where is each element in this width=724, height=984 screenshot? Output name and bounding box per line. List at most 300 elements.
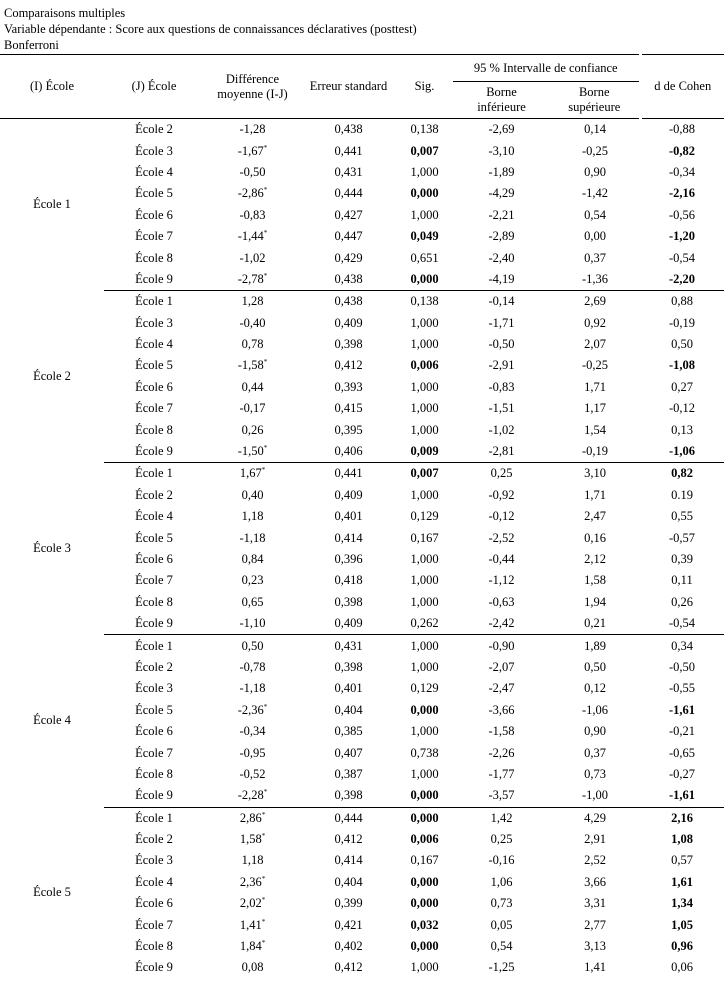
table-row (0, 850, 724, 871)
significance-star: * (263, 143, 268, 152)
std-error-cell: 0,438 (334, 122, 363, 137)
upper-bound-cell: 3,66 (584, 874, 606, 889)
cohen-d-cell: -0,27 (668, 766, 696, 781)
cohen-d-cell: -0,34 (668, 164, 696, 179)
header-j-school: (J) École (104, 55, 204, 119)
cohen-d-cell: 0,96 (671, 939, 693, 954)
cohen-d-cell: -0,88 (668, 122, 696, 137)
upper-bound-cell: 1,41 (584, 960, 606, 975)
upper-bound-cell: 0,12 (584, 681, 606, 696)
j-school-cell: École 3 (135, 315, 173, 330)
significance-star: * (261, 939, 266, 948)
header-i-school: (I) École (0, 55, 104, 119)
table-row (0, 678, 724, 699)
header-cohen-d: d de Cohen (640, 55, 724, 119)
table-row (0, 119, 724, 141)
significance-star: * (263, 702, 268, 711)
mean-difference-cell (204, 549, 301, 570)
std-error-cell: 0,398 (334, 337, 363, 352)
std-error-cell: 0,402 (334, 939, 363, 954)
mean-difference-value: 1,28 (241, 294, 264, 309)
table-row (0, 313, 724, 334)
sig-cell: 0,000 (410, 874, 439, 889)
lower-bound-cell: -0,44 (488, 552, 515, 566)
mean-difference-cell (204, 485, 301, 506)
mean-difference-cell (204, 291, 301, 313)
cohen-d-cell: -0,56 (668, 207, 696, 222)
comparison-group (0, 807, 724, 979)
j-school-cell: École 9 (104, 441, 204, 463)
sig-cell: 0,167 (410, 853, 439, 868)
mean-difference-value: -2,28 (237, 788, 264, 803)
j-school-cell: École 2 (135, 122, 173, 137)
sig-cell: 0,049 (410, 229, 439, 244)
sig-cell: 1,000 (410, 638, 439, 653)
table-row (0, 377, 724, 398)
cohen-d-cell: -0,57 (668, 530, 696, 545)
header-upper-bound (550, 82, 640, 119)
i-school-cell: École 3 (33, 541, 71, 556)
j-school-cell: École 9 (104, 785, 204, 807)
mean-difference-value: -1,67 (237, 143, 264, 158)
lower-bound-cell: -4,29 (488, 186, 515, 201)
sig-cell: 0,006 (410, 358, 439, 373)
sig-cell: 0,738 (410, 745, 439, 760)
upper-bound-cell: -1,06 (581, 702, 609, 717)
upper-bound-cell: 2,69 (584, 294, 606, 309)
std-error-cell: 0,401 (334, 681, 363, 696)
upper-bound-cell: -0,19 (550, 441, 640, 463)
mean-difference-value: -1,10 (239, 616, 266, 631)
mean-difference-cell (204, 613, 301, 635)
lower-bound-cell: 0,25 (490, 832, 513, 847)
lower-bound-cell: -0,63 (488, 594, 515, 609)
std-error-cell: 0,398 (301, 785, 396, 807)
mean-difference-value: -1,44 (237, 229, 264, 244)
table-row (0, 205, 724, 226)
j-school-cell: École 8 (135, 766, 173, 781)
mean-difference-value: -0,52 (239, 766, 266, 781)
j-school-cell: École 4 (135, 337, 173, 352)
table-row (0, 657, 724, 678)
significance-star: * (261, 917, 266, 926)
upper-bound-cell: -1,36 (550, 269, 640, 291)
std-error-cell: 0,421 (334, 917, 363, 932)
upper-bound-cell: 1,89 (584, 638, 606, 653)
lower-bound-cell: -2,47 (488, 681, 515, 696)
significance-star: * (263, 186, 268, 195)
std-error-cell: 0,398 (334, 659, 363, 674)
j-school-cell: École 8 (135, 422, 173, 437)
mean-difference-cell (204, 119, 301, 141)
mean-difference-value: -1,02 (239, 250, 266, 265)
cohen-d-cell: -1,06 (640, 441, 724, 463)
cohen-d-cell: 0,27 (671, 379, 693, 394)
mean-difference-value: -0,78 (239, 659, 266, 674)
sig-cell: 1,000 (410, 552, 439, 566)
cohen-d-cell: -0,54 (640, 613, 724, 635)
j-school-cell: École 5 (135, 186, 173, 201)
mean-difference-cell (204, 419, 301, 440)
sig-cell: 1,000 (410, 960, 439, 975)
table-row (0, 893, 724, 914)
table-row (0, 419, 724, 440)
header-upper-bound-line1: Borne (578, 85, 610, 99)
table-row (0, 613, 724, 635)
table-row (0, 570, 724, 591)
lower-bound-cell: -2,69 (488, 122, 515, 137)
cohen-d-cell: 1,05 (671, 917, 693, 932)
std-error-cell: 0,412 (334, 960, 363, 975)
j-school-cell: École 3 (135, 681, 173, 696)
table-row (0, 247, 724, 268)
mean-difference-value: 2,36 (239, 874, 262, 889)
j-school-cell: École 7 (135, 745, 173, 760)
std-error-cell: 0,438 (301, 269, 396, 291)
lower-bound-cell: -2,07 (488, 659, 515, 674)
cohen-d-cell: -2,20 (640, 269, 724, 291)
sig-cell: 0,000 (396, 785, 453, 807)
upper-bound-cell: 0,54 (584, 207, 606, 222)
cohen-d-cell: -0,12 (668, 401, 696, 416)
lower-bound-cell: -0,12 (488, 509, 515, 524)
mean-difference-value: -0,50 (239, 164, 266, 179)
header-confidence-interval: 95 % Intervalle de confiance (453, 55, 640, 82)
sig-cell: 0,032 (410, 917, 439, 932)
lower-bound-cell: -2,42 (453, 613, 550, 635)
significance-star: * (261, 832, 266, 841)
mean-difference-value: -0,83 (239, 207, 266, 222)
std-error-cell: 0,406 (301, 441, 396, 463)
sig-cell: 0,129 (410, 509, 439, 524)
mean-difference-cell (204, 377, 301, 398)
significance-star: * (263, 271, 268, 280)
upper-bound-cell: 0,73 (584, 766, 606, 781)
mean-difference-value: 2,86 (239, 810, 262, 825)
std-error-cell: 0,444 (334, 186, 363, 201)
lower-bound-cell: -1,77 (488, 766, 515, 781)
table-row (0, 226, 724, 247)
mean-difference-value: 2,02 (239, 896, 262, 911)
comparison-group (0, 119, 724, 291)
std-error-cell: 0,412 (334, 832, 363, 847)
table-row (0, 506, 724, 527)
cohen-d-cell: 0,11 (671, 573, 693, 588)
table-row (0, 700, 724, 721)
mean-difference-cell (204, 183, 301, 204)
upper-bound-cell: 2,52 (584, 853, 606, 868)
cohen-d-cell: -1,61 (640, 785, 724, 807)
cohen-d-cell: 0,26 (671, 594, 693, 609)
upper-bound-cell: 2,07 (584, 337, 606, 352)
cohen-d-cell: 1,61 (671, 874, 693, 889)
cohen-d-cell: -1,61 (668, 702, 696, 717)
std-error-cell: 0,431 (334, 164, 363, 179)
sig-cell: 0,167 (410, 530, 439, 545)
mean-difference-cell (204, 355, 301, 376)
lower-bound-cell: 0,05 (490, 917, 513, 932)
table-row (0, 957, 724, 978)
table-row (0, 355, 724, 376)
mean-difference-value: -0,34 (239, 724, 266, 739)
std-error-cell: 0,431 (334, 638, 363, 653)
cohen-d-cell: 0,34 (671, 638, 693, 653)
std-error-cell: 0,438 (334, 294, 363, 309)
std-error-cell: 0,427 (334, 207, 363, 222)
comparison-group (0, 463, 724, 635)
mean-difference-cell (204, 398, 301, 419)
mean-difference-cell (204, 226, 301, 247)
upper-bound-cell: 0,00 (584, 229, 606, 244)
j-school-cell: École 7 (135, 917, 173, 932)
lower-bound-cell: -1,71 (488, 315, 515, 330)
cohen-d-cell: 0,39 (671, 552, 693, 566)
mean-difference-cell (204, 140, 301, 161)
significance-star: * (263, 229, 268, 238)
j-school-cell: École 1 (135, 294, 173, 309)
lower-bound-cell: -0,90 (488, 638, 515, 653)
sig-cell: 1,000 (410, 487, 439, 502)
mean-difference-cell (204, 205, 301, 226)
std-error-cell: 0,404 (334, 874, 363, 889)
mean-difference-value: -1,18 (239, 681, 266, 696)
mean-difference-cell (204, 807, 301, 829)
j-school-cell: École 1 (135, 466, 173, 481)
sig-cell: 1,000 (410, 573, 439, 588)
mean-difference-cell (204, 700, 301, 721)
mean-difference-value: 0,78 (241, 337, 264, 352)
header-mean-difference-line2: moyenne (I-J) (217, 86, 288, 101)
upper-bound-cell: 1,58 (584, 573, 606, 588)
table-title: Comparaisons multiples (4, 6, 126, 20)
cohen-d-cell: 1,08 (671, 832, 693, 847)
j-school-cell: École 3 (135, 143, 173, 158)
mean-difference-cell (204, 635, 301, 657)
std-error-cell: 0,407 (334, 745, 363, 760)
mean-difference-cell (204, 162, 301, 183)
j-school-cell: École 4 (135, 874, 173, 889)
mean-difference-cell (204, 441, 301, 463)
mean-difference-value: -2,86 (237, 186, 264, 201)
sig-cell: 1,000 (410, 766, 439, 781)
table-caption (0, 0, 724, 53)
mean-difference-value: 0,65 (241, 594, 264, 609)
upper-bound-cell: 1,71 (584, 487, 606, 502)
i-school-cell: École 1 (33, 197, 71, 212)
sig-cell: 0,000 (410, 186, 439, 201)
sig-cell: 1,000 (410, 164, 439, 179)
table-row (0, 936, 724, 957)
cohen-d-cell: -0,19 (668, 315, 696, 330)
header-lower-bound-line2: inférieure (477, 100, 526, 114)
j-school-cell: École 1 (135, 810, 173, 825)
std-error-cell: 0,395 (334, 422, 363, 437)
upper-bound-cell: -0,25 (581, 358, 609, 373)
j-school-cell: École 4 (135, 509, 173, 524)
table-row (0, 742, 724, 763)
table-row (0, 463, 724, 485)
upper-bound-cell: 0,37 (584, 745, 606, 760)
sig-cell: 1,000 (410, 337, 439, 352)
mean-difference-cell (204, 829, 301, 850)
mean-difference-cell (204, 463, 301, 485)
cohen-d-cell: -0,55 (668, 681, 696, 696)
table-row (0, 807, 724, 829)
lower-bound-cell: 0,25 (490, 466, 513, 481)
table-row (0, 592, 724, 613)
mean-difference-cell (204, 785, 301, 807)
sig-cell: 0,262 (396, 613, 453, 635)
significance-star: * (261, 896, 266, 905)
j-school-cell: École 6 (135, 379, 173, 394)
table-row (0, 291, 724, 313)
mean-difference-cell (204, 506, 301, 527)
std-error-cell: 0,418 (334, 573, 363, 588)
j-school-cell: École 8 (135, 939, 173, 954)
sig-cell: 1,000 (410, 724, 439, 739)
upper-bound-cell: 1,17 (584, 401, 606, 416)
mean-difference-value: 1,67 (239, 466, 262, 481)
j-school-cell: École 6 (135, 552, 173, 566)
cohen-d-cell: 0,06 (671, 960, 693, 975)
significance-star: * (263, 788, 268, 797)
lower-bound-cell: -1,12 (488, 573, 515, 588)
lower-bound-cell: 1,06 (490, 874, 513, 889)
lower-bound-cell: -3,66 (488, 702, 515, 717)
j-school-cell: École 6 (135, 724, 173, 739)
sig-cell: 0,129 (410, 681, 439, 696)
cohen-d-cell: 0,50 (671, 337, 693, 352)
upper-bound-cell: 3,31 (584, 896, 606, 911)
mean-difference-value: -2,78 (237, 271, 264, 286)
cohen-d-cell: -2,16 (668, 186, 696, 201)
j-school-cell: École 7 (135, 229, 173, 244)
lower-bound-cell: 0,54 (490, 939, 513, 954)
std-error-cell: 0,409 (301, 613, 396, 635)
sig-cell: 1,000 (410, 379, 439, 394)
table-row (0, 485, 724, 506)
mean-difference-value: -1,58 (237, 358, 264, 373)
mean-difference-cell (204, 764, 301, 785)
table-row (0, 764, 724, 785)
j-school-cell: École 5 (135, 530, 173, 545)
sig-cell: 1,000 (410, 207, 439, 222)
lower-bound-cell: -0,83 (488, 379, 515, 394)
cohen-d-cell: -0,54 (668, 250, 696, 265)
lower-bound-cell: 0,73 (490, 896, 513, 911)
sig-cell: 1,000 (410, 659, 439, 674)
j-school-cell: École 7 (135, 573, 173, 588)
j-school-cell: École 7 (135, 401, 173, 416)
table-row (0, 269, 724, 291)
cohen-d-cell: -0,21 (668, 724, 696, 739)
std-error-cell: 0,429 (334, 250, 363, 265)
std-error-cell: 0,414 (334, 530, 363, 545)
table-row (0, 914, 724, 935)
sig-cell: 1,000 (410, 401, 439, 416)
mean-difference-cell (204, 914, 301, 935)
sig-cell: 1,000 (410, 594, 439, 609)
std-error-cell: 0,409 (334, 315, 363, 330)
lower-bound-cell: -0,92 (488, 487, 515, 502)
cohen-d-cell: -0,82 (668, 143, 696, 158)
lower-bound-cell: -2,21 (488, 207, 515, 222)
multiple-comparisons-table (0, 54, 724, 979)
header-lower-bound (453, 82, 550, 119)
j-school-cell: École 2 (135, 659, 173, 674)
j-school-cell: École 3 (135, 853, 173, 868)
cohen-d-cell: 2,16 (671, 810, 693, 825)
lower-bound-cell: -4,19 (453, 269, 550, 291)
j-school-cell: École 5 (135, 358, 173, 373)
mean-difference-value: -0,40 (239, 315, 266, 330)
j-school-cell: École 9 (104, 269, 204, 291)
table-row (0, 140, 724, 161)
cohen-d-cell: 0,13 (671, 422, 693, 437)
upper-bound-cell: 0,90 (584, 724, 606, 739)
sig-cell: 0,006 (410, 832, 439, 847)
sig-cell: 0,138 (410, 294, 439, 309)
std-error-cell: 0,414 (334, 853, 363, 868)
cohen-d-cell: 0,55 (671, 509, 693, 524)
mean-difference-cell (204, 269, 301, 291)
table-row (0, 527, 724, 548)
mean-difference-value: 0,23 (241, 573, 264, 588)
std-error-cell: 0,447 (334, 229, 363, 244)
mean-difference-value: -1,18 (239, 530, 266, 545)
i-school-cell: École 4 (33, 713, 71, 728)
cohen-d-cell: 0,88 (671, 294, 693, 309)
mean-difference-value: 0,40 (241, 487, 264, 502)
lower-bound-cell: -0,50 (488, 337, 515, 352)
header-sig: Sig. (396, 55, 453, 119)
lower-bound-cell: -1,58 (488, 724, 515, 739)
cohen-d-cell: -1,08 (668, 358, 696, 373)
upper-bound-cell: 0,14 (584, 122, 606, 137)
lower-bound-cell: -2,91 (488, 358, 515, 373)
cohen-d-cell: 0,82 (671, 466, 693, 481)
std-error-cell: 0,399 (334, 896, 363, 911)
i-school-cell: École 5 (33, 885, 71, 900)
upper-bound-cell: 2,47 (584, 509, 606, 524)
mean-difference-cell (204, 936, 301, 957)
mean-difference-cell (204, 247, 301, 268)
i-school-cell: École 2 (33, 369, 71, 384)
lower-bound-cell: -1,02 (488, 422, 515, 437)
sig-cell: 0,000 (396, 269, 453, 291)
table-row (0, 549, 724, 570)
mean-difference-value: 0,44 (241, 379, 264, 394)
lower-bound-cell: -2,52 (488, 530, 515, 545)
mean-difference-cell (204, 592, 301, 613)
lower-bound-cell: 1,42 (490, 810, 513, 825)
mean-difference-cell (204, 657, 301, 678)
header-mean-difference-line1: Différence (225, 71, 280, 86)
mean-difference-cell (204, 334, 301, 355)
sig-cell: 0,007 (410, 143, 439, 158)
upper-bound-cell: 0,50 (584, 659, 606, 674)
mean-difference-value: 1,84 (239, 939, 262, 954)
correction-method: Bonferroni (4, 38, 59, 52)
upper-bound-cell: 2,77 (584, 917, 606, 932)
sig-cell: 1,000 (410, 422, 439, 437)
mean-difference-value: 1,41 (239, 917, 262, 932)
lower-bound-cell: -0,14 (488, 294, 515, 309)
mean-difference-value: -0,95 (239, 745, 266, 760)
table-row (0, 183, 724, 204)
upper-bound-cell: 0,16 (584, 530, 606, 545)
table-row (0, 872, 724, 893)
